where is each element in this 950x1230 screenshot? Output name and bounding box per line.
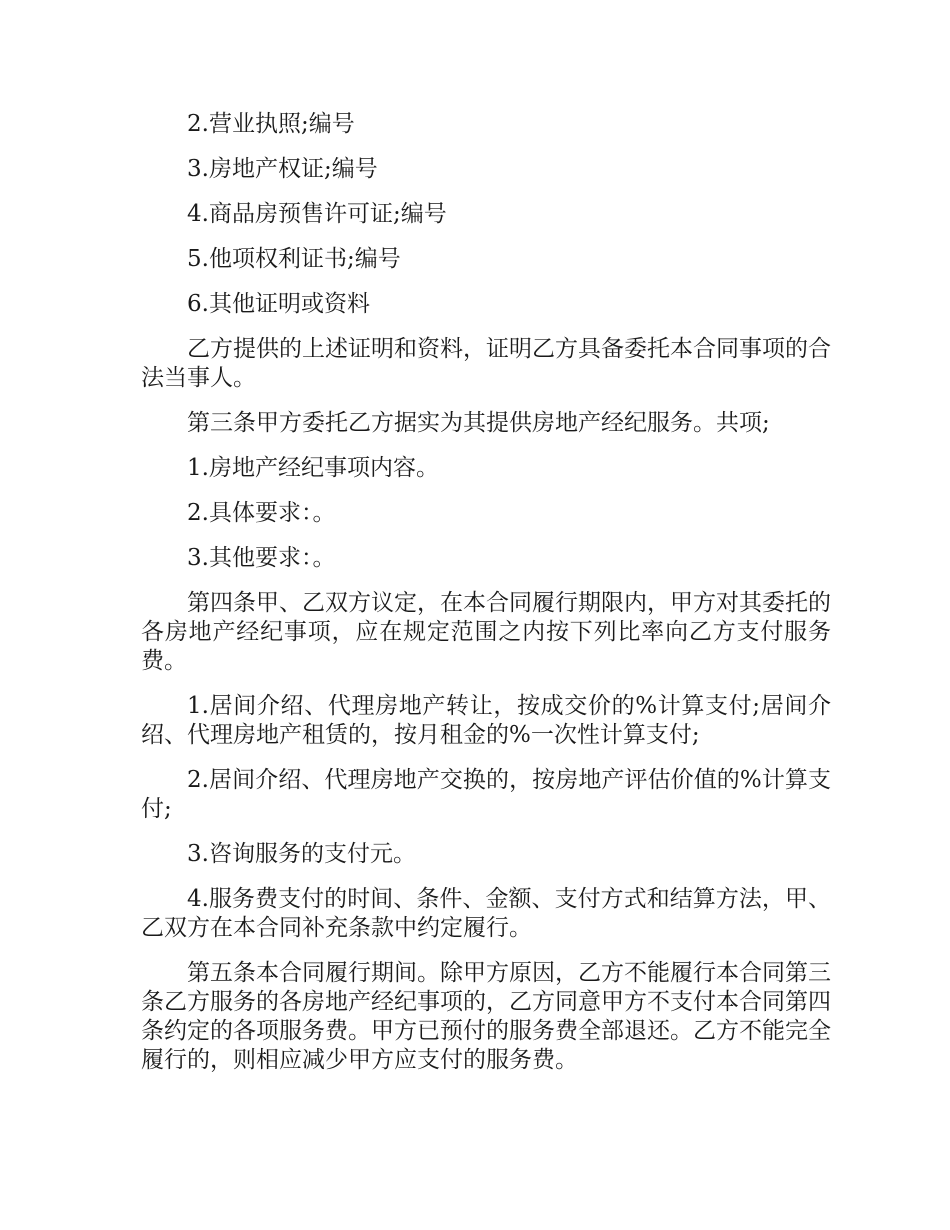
list-item-property-certificate: 3.房地产权证;编号 bbox=[187, 156, 378, 182]
article-three-item-1: 1.房地产经纪事项内容。 bbox=[187, 455, 439, 481]
article-three: 第三条甲方委托乙方据实为其提供房地产经纪服务。共项; bbox=[187, 410, 770, 436]
paragraph-party-b-statement: 乙方提供的上述证明和资料，证明乙方具备委托本合同事项的合法当事人。 bbox=[141, 336, 831, 391]
article-five: 第五条本合同履行期间。除甲方原因，乙方不能履行本合同第三条乙方服务的各房地产经纪事项的，乙方同意甲方不支付本合同第四条约定的各项服务费。甲方已预付的服务费全部退还。乙方不能完全履行的，则相应减少甲方应支付的服务费。 bbox=[141, 960, 831, 1073]
article-three-item-2: 2.具体要求：。 bbox=[187, 500, 336, 526]
article-four-item-4: 4.服务费支付的时间、条件、金额、支付方式和结算方法，甲、乙双方在本合同补充条款中约定履行。 bbox=[141, 886, 831, 941]
article-four-item-3: 3.咨询服务的支付元。 bbox=[187, 841, 416, 867]
article-four-item-1: 1.居间介绍、代理房地产转让，按成交价的%计算支付;居间介绍、代理房地产租赁的，按月租金的%一次性计算支付; bbox=[141, 693, 831, 748]
list-item-other-documents: 6.其他证明或资料 bbox=[187, 291, 370, 317]
article-four: 第四条甲、乙双方议定，在本合同履行期限内，甲方对其委托的各房地产经纪事项，应在规定范围之内按下列比率向乙方支付服务费。 bbox=[141, 590, 831, 674]
article-three-item-3: 3.其他要求：。 bbox=[187, 545, 336, 571]
list-item-business-license: 2.营业执照;编号 bbox=[187, 111, 355, 137]
article-four-item-2: 2.居间介绍、代理房地产交换的，按房地产评估价值的%计算支付; bbox=[141, 767, 831, 822]
list-item-other-rights-certificate: 5.他项权利证书;编号 bbox=[187, 246, 401, 272]
list-item-presale-permit: 4.商品房预售许可证;编号 bbox=[187, 201, 447, 227]
document-page bbox=[141, 110, 831, 1091]
